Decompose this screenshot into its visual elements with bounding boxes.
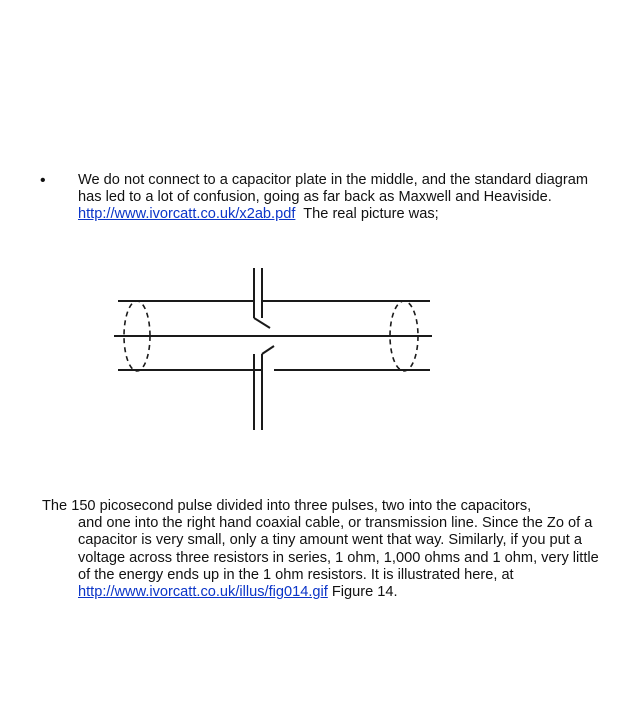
x2ab-pdf-link[interactable]: http://www.ivorcatt.co.uk/x2ab.pdf bbox=[78, 206, 296, 222]
bullet-text-before: We do not connect to a capacitor plate in the middle, and the standard diagram has led to a lot of confusion, going as far back as Maxwell and Heaviside. bbox=[78, 172, 589, 205]
paragraph-first-line: The 150 picosecond pulse divided into three pulses, two into the capacitors, bbox=[42, 498, 532, 514]
paragraph-text-after-link: Figure 14. bbox=[327, 584, 398, 601]
bullet-item bbox=[40, 172, 600, 223]
paragraph-continuation bbox=[42, 515, 612, 601]
upper-plate-bend bbox=[254, 318, 270, 328]
explanation-paragraph bbox=[42, 498, 612, 601]
lower-plate-bend bbox=[262, 346, 274, 354]
capacitor-coax-diagram bbox=[112, 268, 434, 430]
fig014-gif-link[interactable]: http://www.ivorcatt.co.uk/illus/fig014.gif bbox=[78, 584, 328, 601]
bullet-text bbox=[78, 172, 600, 223]
bullet-symbol: • bbox=[40, 172, 46, 189]
paragraph-text-before-link: and one into the right hand coaxial cable, or transmission line. Since the Zo of a capacitor is very small, only a tiny amount went that way. Similarly, if you put a voltage across three resistors in series, 1 ohm, 1,000 ohms and 1 ohm, very little of the energy ends up in the 1 ohm resistors. It is illustrated here, at bbox=[78, 515, 599, 583]
bullet-text-after: The real picture was; bbox=[295, 206, 439, 222]
